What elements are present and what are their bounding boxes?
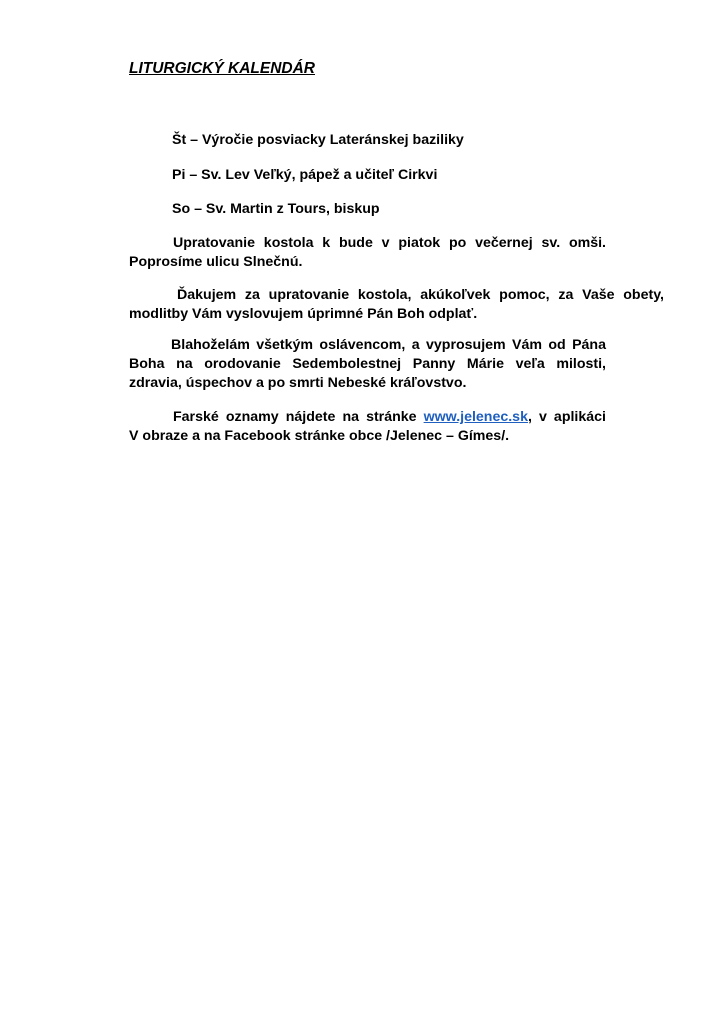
cleaning-line-2: Poprosíme ulicu Slnečnú. <box>129 254 303 270</box>
calendar-item-friday: Pi – Sv. Lev Veľký, pápež a učiteľ Cirkvi <box>172 167 438 183</box>
cleaning-line-1: Upratovanie kostola k bude v piatok po večernej sv. omši. <box>173 235 606 251</box>
thanks-line-2: modlitby Vám vyslovujem úprimné Pán Boh odplať. <box>129 306 478 322</box>
thanks-line-1: Ďakujem za upratovanie kostola, akúkoľvek pomoc, za Vaše obety, <box>177 287 664 303</box>
wishes-line-1: Blahoželám všetkým oslávencom, a vyprosujem Vám od Pána <box>171 337 606 353</box>
announcements-paragraph <box>129 408 606 446</box>
wishes-paragraph <box>129 336 606 393</box>
thanks-paragraph <box>129 286 664 324</box>
wishes-line-2: Boha na orodovanie Sedembolestnej Panny Márie veľa milosti, <box>129 356 606 372</box>
calendar-item-saturday: So – Sv. Martin z Tours, biskup <box>172 201 380 217</box>
announcements-text-before-link: Farské oznamy nájdete na stránke <box>173 409 424 425</box>
page-title: LITURGICKÝ KALENDÁR <box>129 60 315 77</box>
announcements-line-1 <box>129 408 606 427</box>
cleaning-paragraph <box>129 234 606 272</box>
announcements-line-2: V obraze a na Facebook stránke obce /Jelenec – Gímes/. <box>129 428 510 444</box>
announcements-text-after-link: , v aplikáci <box>527 409 606 425</box>
website-link[interactable]: www.jelenec.sk <box>423 409 528 425</box>
wishes-line-3: zdravia, úspechov a po smrti Nebeské kráľovstvo. <box>129 375 467 391</box>
calendar-item-thursday: Št – Výročie posviacky Lateránskej baziliky <box>172 132 464 148</box>
